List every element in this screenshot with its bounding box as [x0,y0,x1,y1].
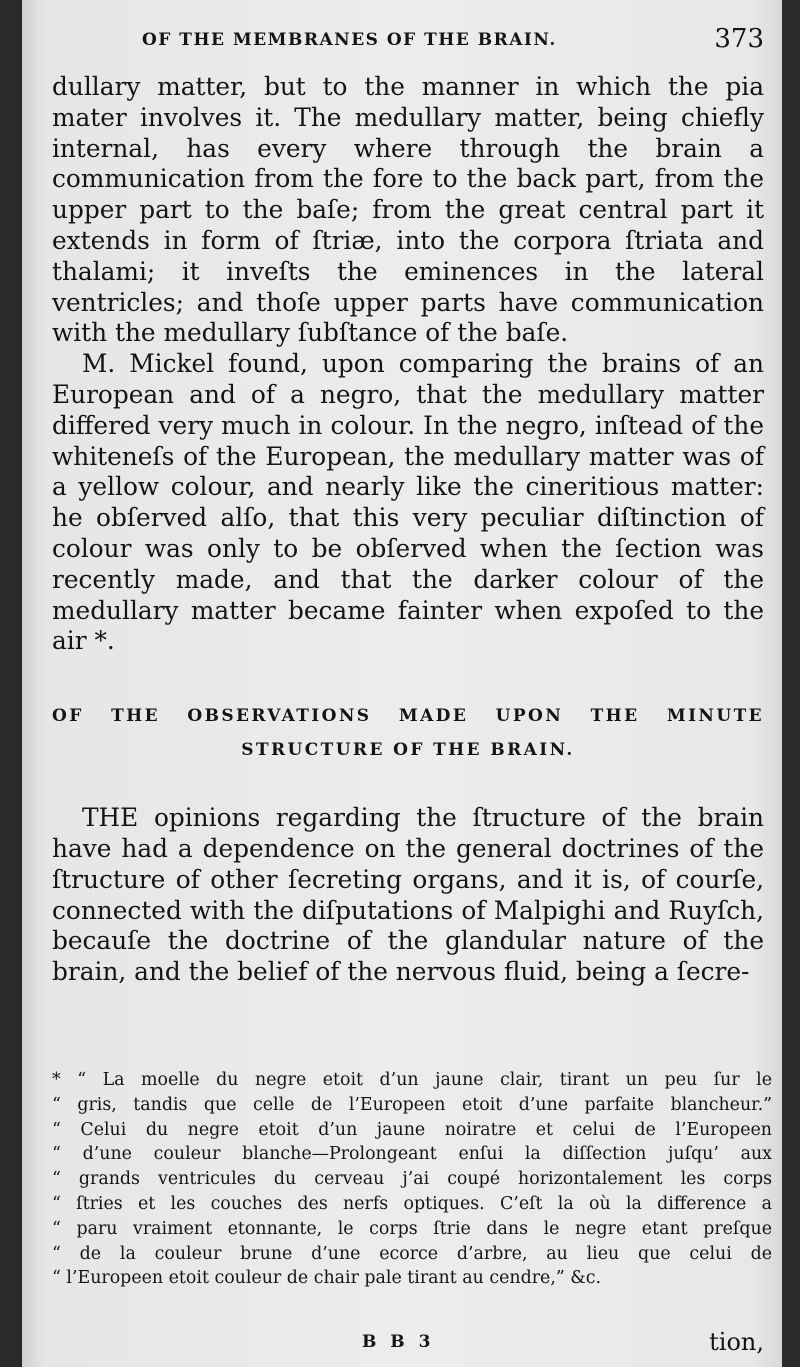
footnote-line: “ gris, tandis que celle de l’Europeen etoit d’une parfaite blancheur.” [52,1094,772,1115]
paragraph-mickel: M. Mickel found, upon comparing the brains of an European and of a negro, that the medullary matter differed very much in colour. In the negro, inſtead of the whiteneſs of the European, the medullary matter was of a yellow colour, and nearly like the cineritious matter: he obſerved alſo, that this very peculiar diſtinction of colour was only to be obſerved when the ſection was recently made, and that the darker colour of the medullary matter became fainter when expoſed to the air *. [52,349,764,656]
footnote [52,1068,772,1291]
paragraph-structure-text: opinions regarding the ſtructure of the brain have had a dependence on the general doctrines of the ſtructure of other ſecreting organs, and it is, of courſe, connected with the diſputations of Malpighi and Ruyſch, becauſe the doctrine of the glandular nature of the brain, and the belief of the nervous fluid, being a ſecre- [52,803,765,987]
section-heading-line-1: OF THE OBSERVATIONS MADE UPON THE MINUTE [52,706,764,727]
page-footer [52,1328,764,1362]
book-page [22,0,782,1367]
section-heading-line-2: STRUCTURE OF THE BRAIN. [241,740,575,761]
page-number: 373 [714,24,764,54]
running-head: OF THE MEMBRANES OF THE BRAIN. [142,30,557,50]
signature-mark: B B 3 [362,1332,435,1352]
footnote-line: “ l’Europeen etoit couleur de chair pale tirant au cendre,” &c. [52,1268,602,1289]
footnote-line: “ Celui du negre etoit d’un jaune noiratre et celui de l’Europeen [52,1119,772,1140]
footnote-line: “ grands ventricules du cerveau j’ai coupé horizontalement les corps [52,1169,772,1190]
footnote-line: “ de la couleur brune d’une ecorce d’arbre, au lieu que celui de [52,1243,772,1264]
section-heading [52,699,764,767]
paragraph-structure [52,803,764,988]
paragraph-continued: dullary matter, but to the manner in which the pia mater involves it. The medullary matter, being chiefly internal, has every where through the brain a communication from the fore to the back part, from the upper part to the baſe; from the great central part it extends in form of ſtriæ, into the corpora ſtriata and thalami; it inveſts the eminences in the lateral ventricles; and thoſe upper parts have communication with the medullary ſubſtance of the baſe. [52,72,764,348]
page-header [52,24,764,68]
footnote-line: “ d’une couleur blanche—Prolongeant enſui la diſſection juſqu’ aux [52,1144,772,1165]
footnote-line: “ paru vraiment etonnante, le corps ſtrie dans le negre etant preſque [52,1218,772,1239]
body-text [52,72,764,988]
opening-word: THE [82,803,139,833]
footnote-line: “ ſtries et les couches des nerfs optiques. C’eſt la où la difference a [52,1193,772,1214]
catchword: tion, [709,1328,764,1356]
footnote-line: * “ La moelle du negre etoit d’un jaune clair, tirant un peu ſur le [52,1070,772,1090]
